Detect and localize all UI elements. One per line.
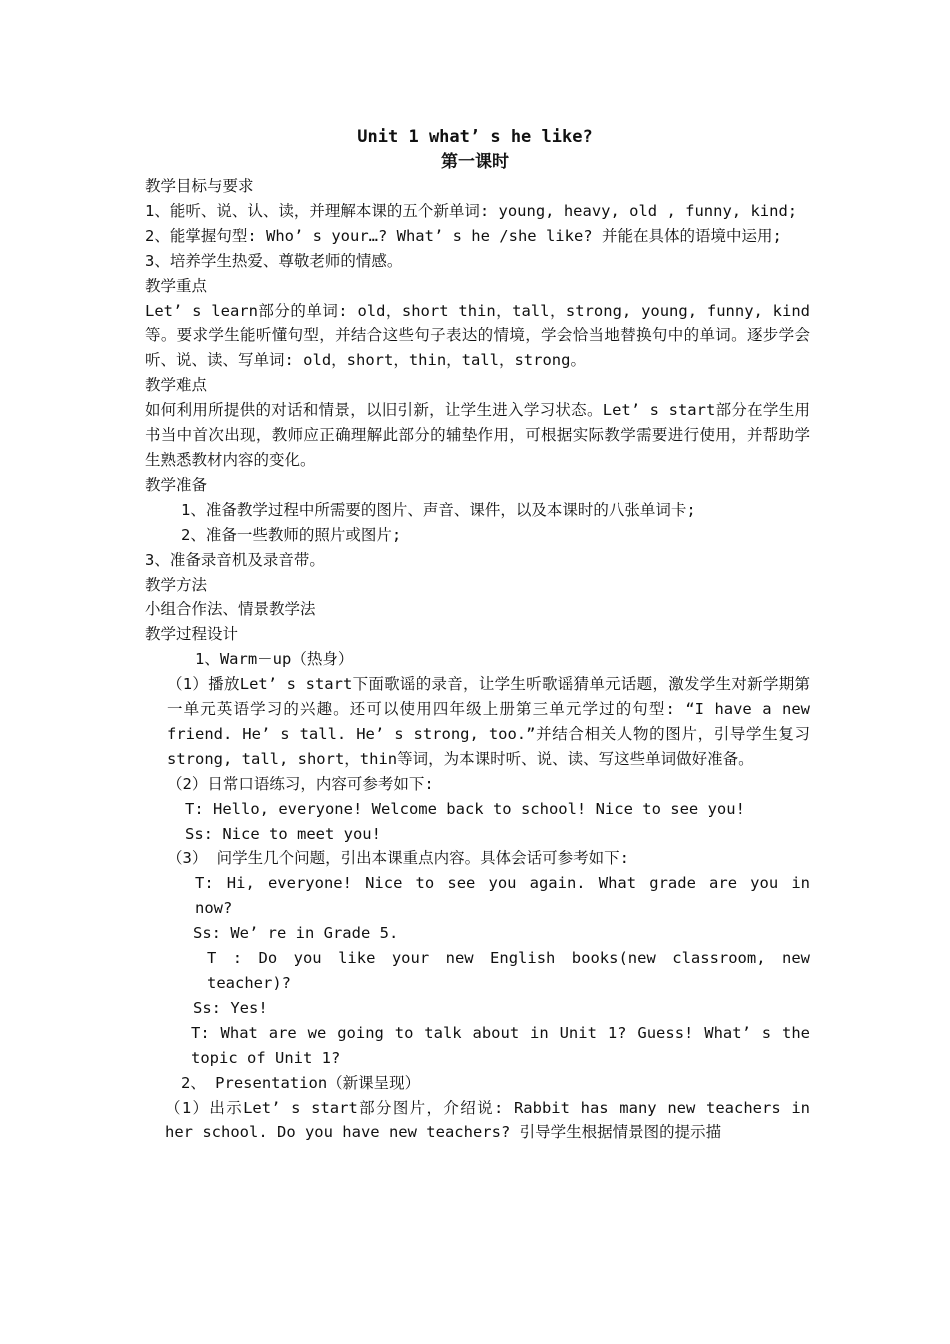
key-points-text: Let’ s learn部分的单词: old，short thin，tall，strong, young, funny, kind等。要求学生能听懂句型，并结合这些句子表达的情境，学会恰当地替换句中的单词。逐步学会听、说、读、写单词: old，short，thin，tall，strong。 xyxy=(145,301,810,370)
presentation-1: （1）出示Let’ s start部分图片，介绍说: Rabbit has many new teachers in her school. Do you have new teachers? 引导学生根据情景图的提示描 xyxy=(165,1098,810,1142)
dialogue-line-2: Ss: Nice to meet you! xyxy=(185,824,381,843)
document-title: Unit 1 what’ s he like? xyxy=(357,127,593,147)
warm-up-3: （3） 问学生几个问题，引出本课重点内容。具体会话可参考如下: xyxy=(167,849,629,868)
heading-objectives: 教学目标与要求 xyxy=(145,177,254,195)
heading-methods: 教学方法 xyxy=(145,575,208,594)
preparation-1: 1、准备教学过程中所需要的图片、声音、课件，以及本课时的八张单词卡; xyxy=(181,500,696,519)
dialogue-line-3: T: Hi, everyone! Nice to see you again. What grade are you in now? xyxy=(195,874,810,918)
dialogue-line-7: T: What are we going to talk about in Unit 1? Guess! What’ s the topic of Unit 1? xyxy=(191,1023,810,1067)
document-body xyxy=(145,174,810,1145)
heading-process: 教学过程设计 xyxy=(145,625,239,644)
step-presentation: 2、 Presentation（新课呈现） xyxy=(181,1073,421,1092)
lesson-subtitle: 第一课时 xyxy=(441,152,509,172)
objective-3: 3、培养学生热爱、尊敬老师的情感。 xyxy=(145,251,403,270)
objective-2: 2、能掌握句型: Who’ s your…? What’ s he /she like? 并能在具体的语境中运用; xyxy=(145,226,782,245)
warm-up-1: （1）播放Let’ s start下面歌谣的录音，让学生听歌谣猜单元话题，激发学生对新学期第一单元英语学习的兴趣。还可以使用四年级上册第三单元学过的句型: “I have a new friend. He’ s tall. He’ s strong, too.”并结合相关人物的图片，引导学生复习 strong, tall, short，thin等词，为本课时听、说、读、写这些单词做好准备。 xyxy=(167,675,810,768)
dialogue-line-1: T: Hello, everyone! Welcome back to school! Nice to see you! xyxy=(185,799,745,818)
methods-text: 小组合作法、情景教学法 xyxy=(145,600,316,619)
dialogue-line-6: Ss: Yes! xyxy=(193,998,268,1017)
step-warm-up: 1、Warm－up（热身） xyxy=(195,650,354,669)
preparation-2: 2、准备一些教师的照片或图片; xyxy=(181,525,402,544)
heading-preparation: 教学准备 xyxy=(145,475,208,494)
difficulties-text: 如何利用所提供的对话和情景，以旧引新，让学生进入学习状态。Let’ s start部分在学生用书当中首次出现，教师应正确理解此部分的辅垫作用，可根据实际教学需要进行使用，并帮助学生熟悉教材内容的变化。 xyxy=(145,401,810,469)
warm-up-2: （2）日常口语练习，内容可参考如下: xyxy=(167,774,434,793)
objective-1: 1、能听、说、认、读，并理解本课的五个新单词: young, heavy, old , funny, kind; xyxy=(145,201,798,220)
preparation-3: 3、准备录音机及录音带。 xyxy=(145,550,325,569)
dialogue-line-4: Ss: We’ re in Grade 5. xyxy=(193,924,399,943)
heading-key-points: 教学重点 xyxy=(145,276,208,295)
dialogue-line-5: T : Do you like your new English books(new classroom, new teacher)? xyxy=(207,949,810,992)
heading-difficulties: 教学难点 xyxy=(145,376,208,395)
